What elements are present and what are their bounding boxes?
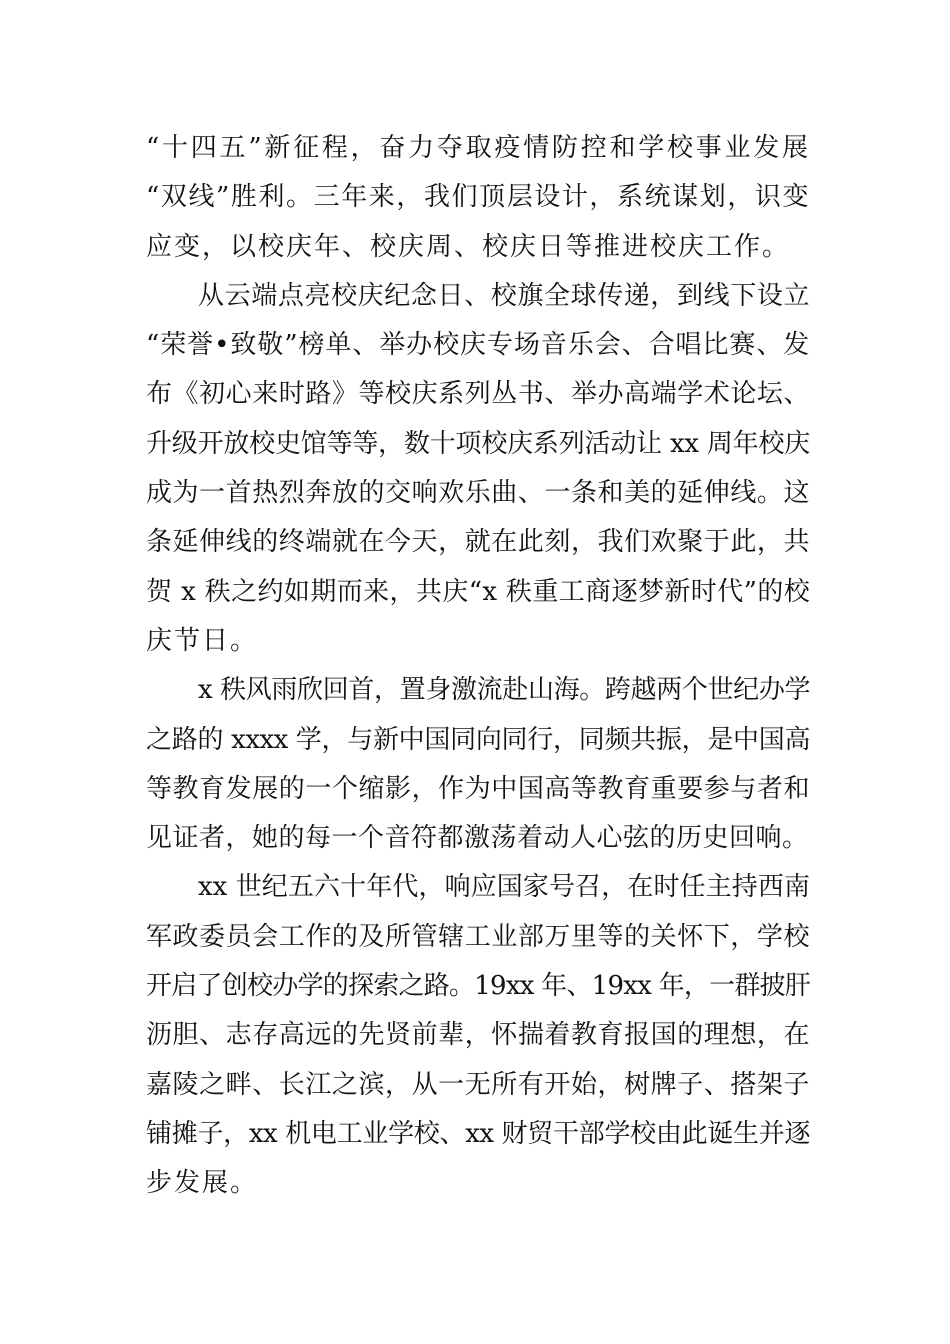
text-line: 开启了创校办学的探索之路。19xx 年、19xx 年，一群披肝 bbox=[146, 971, 811, 1002]
text-line: 条延伸线的终端就在今天，就在此刻，我们欢聚于此，共 bbox=[146, 527, 810, 558]
text-line: 应变，以校庆年、校庆周、校庆日等推进校庆工作。 bbox=[146, 231, 791, 262]
text-line: 成为一首热烈奔放的交响欢乐曲、一条和美的延伸线。这 bbox=[146, 478, 810, 509]
text-line: 庆节日。 bbox=[146, 625, 259, 656]
text-line: 之路的 xxxx 学，与新中国同向同行，同频共振，是中国高 bbox=[146, 724, 810, 755]
text-line: 见证者，她的每一个音符都激荡着动人心弦的历史回响。 bbox=[146, 823, 809, 854]
text-line: 嘉陵之畔、长江之滨，从一无所有开始，树牌子、搭架子 bbox=[146, 1069, 810, 1100]
text-line: “荣誉•致敬”榜单、举办校庆专场音乐会、合唱比赛、发 bbox=[146, 330, 810, 361]
text-line: “十四五”新征程，奋力夺取疫情防控和学校事业发展 bbox=[146, 133, 810, 163]
text-line: 贺 x 秩之约如期而来，共庆“x 秩重工商逐梦新时代”的校 bbox=[146, 576, 810, 607]
text-line: 步发展。 bbox=[146, 1168, 259, 1199]
paragraph-first-line: xx 世纪五六十年代，响应国家号召，在时任主持西南 bbox=[198, 872, 810, 903]
paragraph-first-line: x 秩风雨欣回首，置身激流赴山海。跨越两个世纪办学 bbox=[198, 675, 810, 706]
text-line: 军政委员会工作的及所管辖工业部万里等的关怀下，学校 bbox=[146, 921, 810, 952]
text-line: 升级开放校史馆等等，数十项校庆系列活动让 xx 周年校庆 bbox=[146, 428, 810, 459]
text-line: 布《初心来时路》等校庆系列丛书、举办高端学术论坛、 bbox=[146, 379, 810, 410]
text-line: 铺摊子，xx 机电工业学校、xx 财贸干部学校由此诞生并逐 bbox=[146, 1118, 810, 1149]
text-line: 等教育发展的一个缩影，作为中国高等教育重要参与者和 bbox=[146, 773, 810, 804]
body-text bbox=[146, 124, 810, 1209]
text-line: “双线”胜利。三年来，我们顶层设计，系统谋划，识变 bbox=[146, 182, 810, 213]
paragraph-first-line: 从云端点亮校庆纪念日、校旗全球传递，到线下设立 bbox=[198, 280, 810, 311]
text-line: 沥胆、志存高远的先贤前辈，怀揣着教育报国的理想，在 bbox=[146, 1020, 810, 1051]
